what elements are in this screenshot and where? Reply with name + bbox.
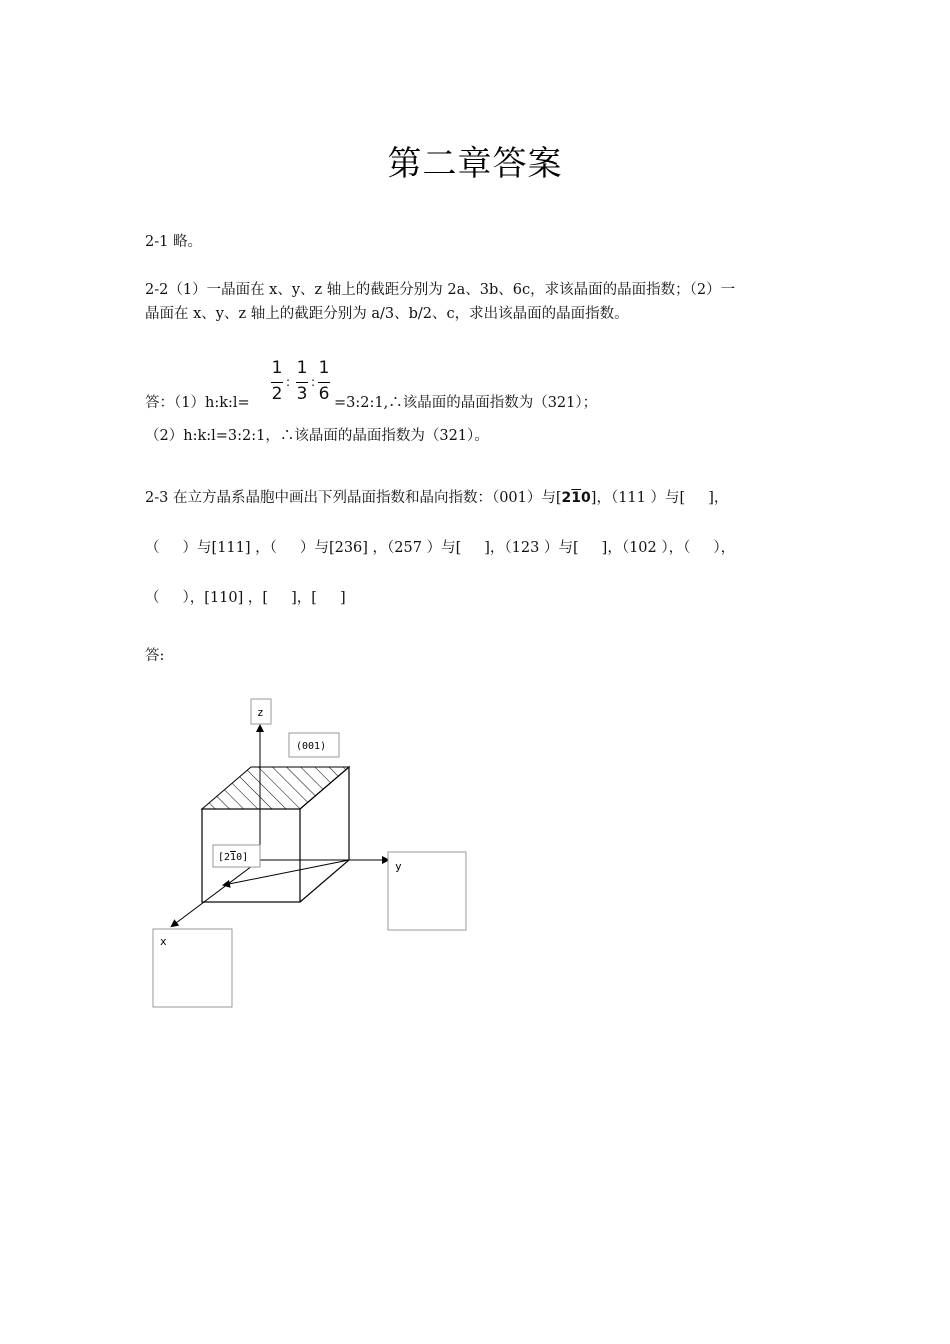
page-title: 第二章答案 [387,144,563,184]
fraction-3-denominator: 6 [318,384,330,404]
direction-label-a: [2 [218,852,231,863]
q2-3-line1-a: 2-3 在立方晶系晶胞中画出下列晶面指数和晶向指数：（001）与[ [145,490,562,506]
fraction-3-numerator: 1 [318,358,330,378]
y-label: y [395,860,402,873]
q2-2-line1: 2-2（1）一晶面在 x、y、z 轴上的截距分别为 2a、3b、6c，求该晶面的晶面指数；（2）一 [145,282,736,298]
x-axis [172,860,260,926]
direction-index-1-bar: 1 [571,490,582,506]
plane-001-face [202,767,349,809]
fraction-1-denominator: 2 [271,384,283,404]
fraction-2-denominator: 3 [296,384,308,404]
fraction-1-numerator: 1 [271,358,283,378]
direction-label-c: 0] [236,852,249,863]
ans2-2-part2: （2）h:k:l=3:2:1，∴该晶面的晶面指数为（321）。 [145,428,489,444]
direction-index-0: 0 [581,490,591,506]
ratio-colon: : [311,375,316,389]
q2-1-text: 2-1 略。 [145,234,202,250]
q2-3-line3: （ ），[110] ，[ ]，[ ] [145,590,346,606]
ratio-colon: : [286,375,291,389]
q2-2-line2: 晶面在 x、y、z 轴上的截距分别为 a/3、b/2、c，求出该晶面的晶面指数。 [145,306,629,322]
fraction-2-numerator: 1 [296,358,308,378]
z-label: z [257,706,264,719]
ans2-3-label: 答: [145,648,165,664]
ans2-2-prefix: 答：（1）h:k:l= [145,395,250,411]
plane-label: (001) [296,741,327,752]
ans2-2-suffix: =3:2:1,∴该晶面的晶面指数为（321）； [334,395,598,411]
direction-index-2: 2 [561,490,572,506]
q2-3-line2: （ ）与[111] ，（ ）与[236] ，（257 ）与[ ]，（123 ）与[ ]，（102 ），（ ）， [145,540,736,556]
q2-3-line1-b: ]，（111 ）与[ ]， [590,490,729,506]
direction-label-b: 1 [230,852,237,863]
x-label: x [160,935,167,948]
direction-label [218,852,248,863]
